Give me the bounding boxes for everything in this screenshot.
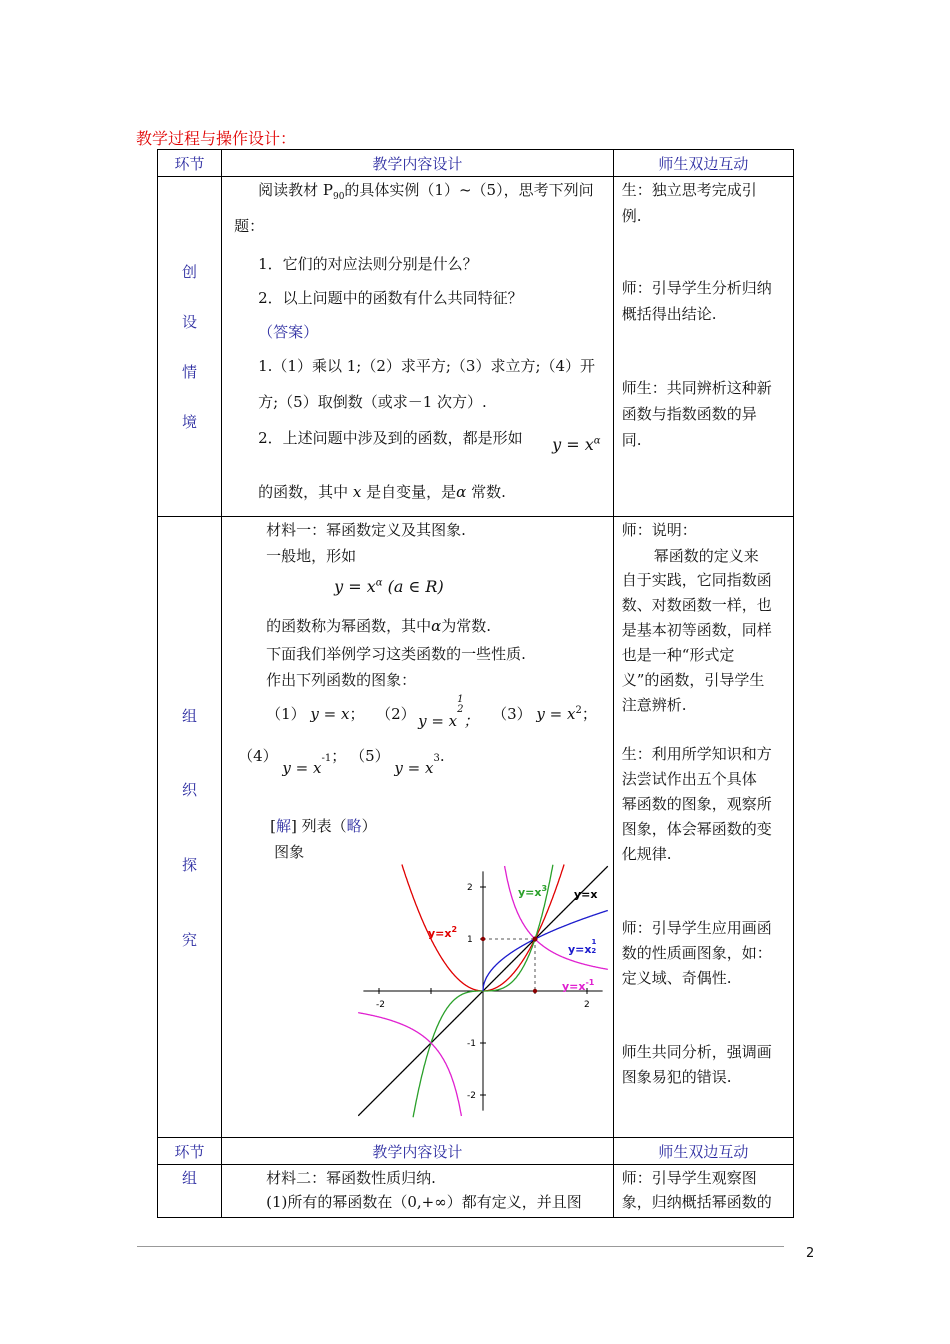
segment-char: 创 — [182, 263, 198, 281]
label-y-eq-x: y=x — [574, 888, 598, 901]
table-header-row — [158, 150, 794, 177]
interaction-text: 幂函数的定义来 — [653, 547, 759, 565]
interaction-text: 师生：共同辨析这种新 — [621, 379, 772, 397]
interaction-text: 注意辨析. — [621, 696, 687, 714]
point-x-1 — [533, 989, 537, 993]
y-tick-label: 1 — [467, 935, 473, 945]
interaction-text: 师生共同分析，强调画 — [621, 1043, 772, 1061]
lesson-table — [157, 149, 794, 1218]
segment-char: 组 — [182, 1169, 198, 1187]
header-interaction: 师生双边互动 — [613, 1138, 793, 1165]
page-number: 2 — [806, 1246, 815, 1261]
row-organize-explore — [158, 517, 794, 1138]
interaction-text: 义”的函数，引导学生 — [621, 671, 765, 689]
answer-2a: 2．上述问题中涉及到的函数，都是形如 — [258, 429, 523, 447]
material-two: 材料二：幂函数性质归纳. — [266, 1169, 436, 1187]
interaction-text: 是基本初等函数，同样 — [621, 621, 772, 639]
formula-power: $y = x^\alpha$ — [552, 435, 601, 454]
interaction-text: 生：利用所学知识和方 — [621, 745, 772, 763]
header-content: 教学内容设计 — [222, 150, 614, 177]
section-heading: 教学过程与操作设计： — [136, 129, 297, 148]
func-3: （3） $y = x^2$； — [492, 705, 597, 723]
func-1: （1） y = x； — [266, 705, 365, 723]
intro-line: 阅读教材 $P_{90}$的具体实例（1）~（5），思考下列问 — [258, 181, 594, 202]
interaction-text: 数、对数函数一样，也 — [621, 596, 772, 614]
interaction-text: 自于实践，它同指数函 — [621, 571, 772, 589]
interaction-text: 也是一种“形式定 — [621, 646, 735, 664]
question-2: 2．以上问题中的函数有什么共同特征？ — [258, 289, 523, 307]
intro-line-2: 题： — [234, 217, 265, 235]
point-1-1 — [533, 937, 538, 942]
func-5: （5） $y = x^3$. — [350, 747, 445, 777]
interaction-text: 幂函数的图象，观察所 — [621, 795, 772, 813]
header-segment: 环节 — [158, 1138, 222, 1165]
question-1: 1．它们的对应法则分别是什么？ — [258, 255, 478, 273]
segment-char: 组 — [182, 707, 198, 725]
interaction-text: 师：引导学生观察图 — [621, 1169, 757, 1187]
label-y-eq-x2: $y=x^2$ — [428, 925, 458, 940]
label-y-eq-xinv: $y=x^{-1}$ — [562, 978, 595, 993]
interaction-text: 定义域、奇偶性. — [621, 969, 732, 987]
y-tick-label: -1 — [467, 1039, 477, 1049]
interaction-text: 图象，体会幂函数的变 — [621, 820, 772, 838]
row-create-situation — [158, 177, 794, 517]
segment-char: 究 — [182, 931, 198, 949]
content-cell-3 — [222, 1165, 614, 1218]
interaction-text: 化规律. — [621, 845, 672, 863]
interaction-text: 图象易犯的错误. — [621, 1068, 732, 1086]
x-tick-label: -2 — [376, 1000, 386, 1010]
answer-label: （答案） — [258, 323, 319, 341]
func-2: （2） — [376, 705, 416, 723]
interaction-text: 同. — [621, 431, 642, 449]
row-material-two — [158, 1165, 794, 1218]
answer-1a: 1.（1）乘以 1;（2）求平方;（3）求立方;（4）开 — [258, 357, 596, 375]
interaction-text: 师：说明： — [621, 521, 697, 539]
interaction-text: 师：引导学生应用画函 — [621, 919, 772, 937]
interaction-cell-2 — [613, 517, 793, 1138]
interaction-text: 生：独立思考完成引 — [621, 181, 757, 199]
header-interaction: 师生双边互动 — [613, 150, 793, 177]
segment-cell-3 — [158, 1165, 222, 1218]
func-4: （4） $y = x^{-1}$； — [238, 747, 347, 777]
interaction-text: 法尝试作出五个具体 — [621, 770, 757, 788]
func-2-formula: y = x1 2； — [418, 694, 479, 730]
label-y-eq-xhalf: $y=x^1$ 2 — [568, 938, 597, 956]
content-cell-2 — [222, 517, 614, 1138]
segment-char: 境 — [182, 413, 198, 431]
interaction-text: 概括得出结论. — [621, 305, 717, 323]
y-tick-label: -2 — [467, 1091, 477, 1101]
label-y-eq-x3: $y=x^3$ — [518, 884, 548, 899]
text-line: 一般地，形如 — [266, 547, 357, 565]
interaction-text: 象，归纳概括幂函数的 — [621, 1193, 772, 1211]
answer-1b: 方;（5）取倒数（或求－1 次方）. — [258, 393, 487, 411]
segment-cell-2 — [158, 517, 222, 1138]
table-header-row-2 — [158, 1138, 794, 1165]
x-tick-label: 2 — [584, 1000, 590, 1010]
segment-char: 情 — [182, 363, 198, 381]
interaction-text: 师：引导学生分析归纳 — [621, 279, 772, 297]
material-one: 材料一：幂函数定义及其图象. — [266, 521, 466, 539]
point-y-1 — [481, 937, 485, 941]
solution-line: [解] 列表（略） — [270, 817, 377, 835]
interaction-text: 例. — [621, 207, 642, 225]
text-line: 下面我们举例学习这类函数的一些性质. — [266, 645, 526, 663]
segment-cell-1 — [158, 177, 222, 517]
interaction-cell-1 — [613, 177, 793, 517]
y-tick-label: 2 — [467, 883, 473, 893]
interaction-text: 数的性质画图象，如： — [621, 944, 772, 962]
content-cell-1 — [222, 177, 614, 517]
segment-char: 织 — [182, 781, 198, 799]
interaction-text: 函数与指数函数的异 — [621, 405, 757, 423]
graph-label: 图象 — [274, 843, 305, 861]
text-line: 的函数称为幂函数，其中α为常数. — [266, 617, 492, 635]
segment-char: 探 — [182, 856, 198, 874]
answer-2b: 的函数，其中 x 是自变量，是α 常数. — [258, 483, 506, 501]
header-content: 教学内容设计 — [222, 1138, 614, 1165]
segment-char: 设 — [182, 313, 198, 331]
definition-formula: $y = x^\alpha$ (a ∈ R) — [334, 577, 444, 596]
header-segment: 环节 — [158, 150, 222, 177]
footer-rule — [137, 1246, 784, 1247]
text-line: 作出下列函数的图象： — [266, 671, 417, 689]
power-function-graph — [358, 863, 618, 1133]
text-line: (1)所有的幂函数在（0,+∞）都有定义，并且图 — [266, 1193, 582, 1211]
interaction-cell-3 — [613, 1165, 793, 1218]
